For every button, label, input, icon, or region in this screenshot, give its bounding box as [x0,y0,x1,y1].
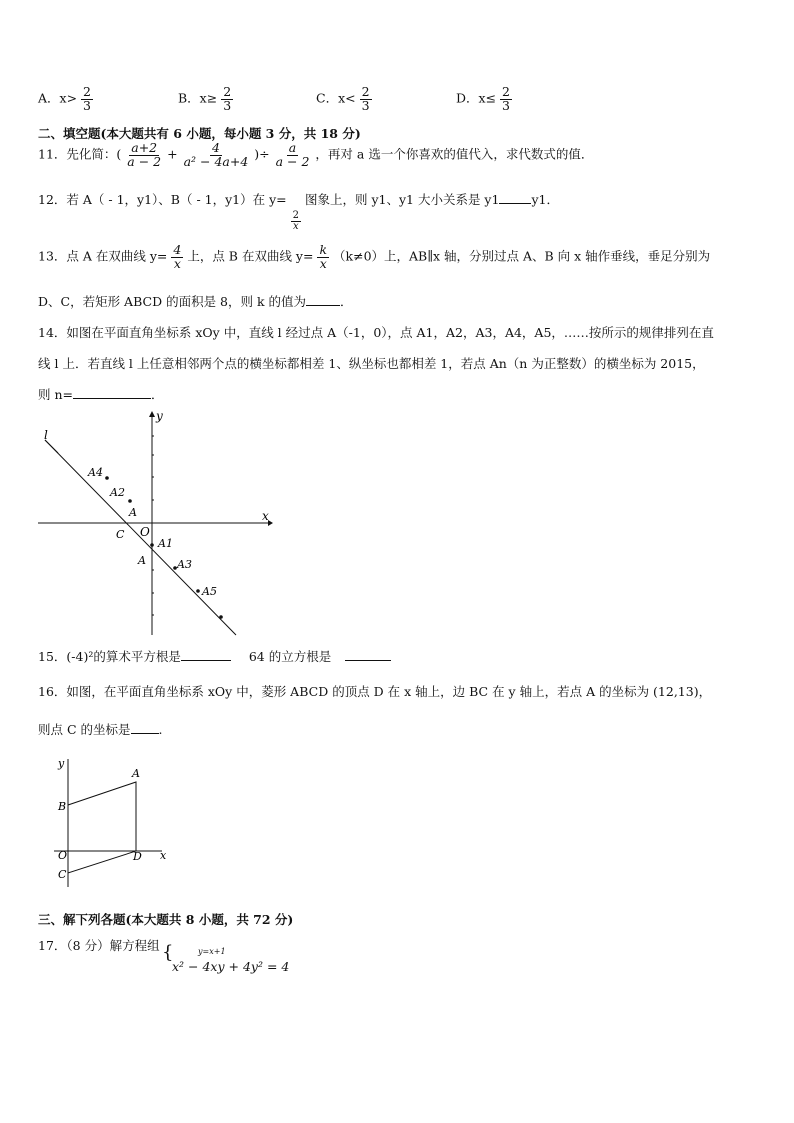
question-14-line-3: 则 n= ． [38,387,164,402]
figure-line-coordinate-plane [30,405,280,640]
label-d: D [133,850,142,863]
label-x: x [262,509,269,523]
question-14-line-1: 14．如图在平面直角坐标系 xOy 中，直线 l 经过点 A（-1，0），点 A1，A2，A3，A4，A5，……按所示的规律排列在直 [38,325,714,340]
option-d: D．x≤ $\frac{2}{3}$ [456,84,510,113]
point-extra [219,615,223,619]
question-14-line-2: 线 l 上．若直线 l 上任意相邻两个点的横坐标都相差 1、纵坐标也都相差 1，若点 An（n 为正整数）的横坐标为 2015， [38,356,705,371]
label-c: C [58,868,67,881]
question-12: 12．若 A（ - 1，y1）、B（ - 1，y1）在 y= $\frac{2}{x}$ 图象上，则 y1、y1 大小关系是 y1 y1． [38,192,559,232]
label-a2: A2 [110,486,125,499]
question-16-line-2: 则点 C 的坐标是 . [38,722,163,737]
answer-blank-12[interactable] [499,203,531,204]
figure-rhombus [50,755,180,890]
label-y: y [58,757,65,770]
label-y: y [156,409,163,423]
label-a-bottom: A [138,554,146,567]
system-brace: { [162,942,174,963]
point-a4 [105,476,109,480]
question-15: 15．(-4)²的算术平方根是 64 的立方根是 [38,647,391,665]
question-13-line-1: 13．点 A 在双曲线 y= $\frac{4}{x}$ 上，点 B 在双曲线 y= $\frac{k}{x}$ （k≠0）上，AB∥x 轴，分别过点 A、B 向 x 轴作垂线，垂足分别为 [38,242,711,271]
label-o: O [140,525,150,539]
answer-blank-13[interactable] [306,305,340,306]
label-a4: A4 [88,466,103,479]
question-17: 17．（8 分）解方程组 [38,938,160,953]
label-x: x [160,849,167,862]
label-b: B [58,800,67,813]
rhombus-abcd [68,782,136,873]
question-13-line-2: D、C，若矩形 ABCD 的面积是 8，则 k 的值为 ． [38,294,353,309]
answer-blank-14[interactable] [73,398,151,399]
label-a-top: A [129,506,137,519]
label-a3: A3 [177,558,192,571]
equation-2: x² − 4xy + 4y² = 4 [172,959,290,974]
y-axis-arrow [149,411,155,417]
answer-blank-15a[interactable] [181,660,231,661]
option-a: A．x> $\frac{2}{3}$ [38,84,91,113]
section-2-heading: 二、填空题(本大题共有 6 小题，每小题 3 分，共 18 分) [38,126,361,141]
label-a1: A1 [158,537,173,550]
label-o: O [58,849,68,862]
section-3-heading: 三、解下列各题(本大题共 8 小题，共 72 分) [38,912,294,927]
answer-blank-16[interactable] [131,733,159,734]
label-a: A [132,767,140,780]
equation-1: y=x+1 [198,947,226,956]
label-a5: A5 [202,585,217,598]
point-a5 [196,589,200,593]
question-16-line-1: 16．如图，在平面直角坐标系 xOy 中，菱形 ABCD 的顶点 D 在 x 轴上，边 BC 在 y 轴上，若点 A 的坐标为 (12,13)， [38,684,712,699]
label-c: C [116,528,125,541]
option-c: C．x< $\frac{2}{3}$ [316,84,370,113]
question-11: 11．先化简：( $\frac{a+2}{a - 2}$ + $\frac{4}{\text{a² − 4a+4}}$ )÷ $\frac{a}{a - 2}$ ，再对 a 选一个你喜欢的值代入，求代数式的值． [38,140,594,169]
option-b: B．x≥ $\frac{2}{3}$ [178,84,232,113]
point-a2 [128,499,132,503]
point-a1 [150,543,154,547]
label-l: l [44,428,48,442]
answer-blank-15b[interactable] [345,660,391,661]
